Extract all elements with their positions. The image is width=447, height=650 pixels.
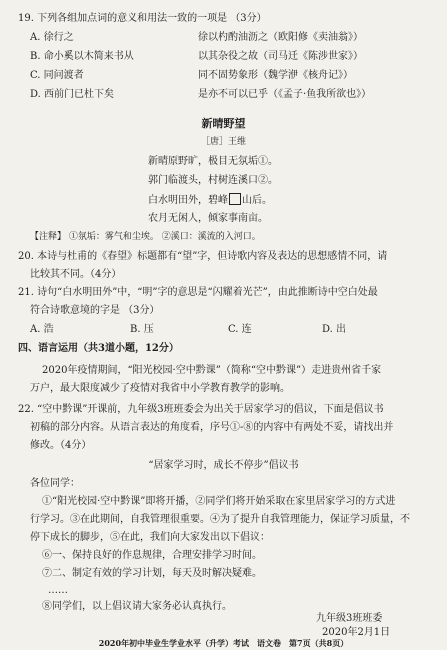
q19-option-b-right: 以其杂役之故（司马迁《陈涉世家》） bbox=[198, 51, 363, 62]
poem-line-2: 郭门临渡头，村树连溪口②。 bbox=[148, 175, 278, 186]
q19-option-a-right: 徐以杓酌油沥之（欧阳修《卖油翁》） bbox=[198, 32, 363, 43]
q20-line-1: 20. 本诗与杜甫的《春望》标题都有“望”字，但诗歌内容及表达的思想感情不同，请 bbox=[18, 251, 388, 262]
letter-item-7: ⑦二、制定有效的学习计划，每天及时解决疑难。 bbox=[42, 568, 262, 579]
letter-ellipsis: …… bbox=[48, 585, 68, 596]
letter-paragraph-line-2: 行学习。③在此期间，自我管理很重要。④为了提升自我管理能力，保证学习质量，不 bbox=[30, 514, 410, 525]
q19-stem: 19. 下列各组加点词的意义和用法一致的一项是 （3分） bbox=[18, 13, 267, 24]
q19-option-d-left: D. 西前门已杜下矣 bbox=[30, 89, 115, 100]
letter-signature: 九年级3班班委 bbox=[316, 613, 383, 624]
poem-line-3-before-blank: 白水明田外，碧峰 bbox=[148, 195, 228, 206]
context-paragraph-line-1: 2020年疫情期间，“阳光校园·空中黔课”（简称“空中黔课”）走进贵州省千家 bbox=[42, 365, 382, 376]
q19-option-b-left: B. 命小奚以木简来书从 bbox=[30, 51, 134, 62]
letter-item-8: ⑧同学们，以上倡议请大家务必认真执行。 bbox=[42, 601, 232, 612]
letter-greeting: 各位同学： bbox=[30, 478, 80, 489]
q22-line-1: 22. “空中黔课”开课前，九年级3班班委会为出关于居家学习的倡议，下面是倡议书 bbox=[18, 404, 384, 415]
q21-option-c: C. 连 bbox=[228, 324, 252, 335]
poem-author: ［唐］王维 bbox=[200, 137, 246, 147]
letter-title: “居家学习时，成长不停步”倡议书 bbox=[148, 460, 299, 471]
section-heading: 四、语言运用（共3道小题，12分） bbox=[18, 343, 179, 354]
poem-line-3-after-blank: 山后。 bbox=[242, 195, 272, 206]
poem-title: 新晴野望 bbox=[201, 117, 246, 130]
poem-line-1: 新晴原野旷，极目无氛垢①。 bbox=[148, 156, 278, 167]
q22-line-3: 修改。（4分） bbox=[30, 440, 92, 451]
q22-line-2: 初稿的部分内容。从语言表达的角度看，序号①-⑧的内容中有两处不妥，请找出并 bbox=[30, 422, 394, 433]
q19-option-c-left: C. 同问渡者 bbox=[30, 70, 84, 81]
letter-paragraph-line-1: ①“阳光校园·空中黔课”即将开播，②同学们将开始采取在家里居家学习的方式进 bbox=[42, 496, 396, 507]
q21-line-2: 符合诗歌意境的字是 （3分） bbox=[30, 305, 160, 316]
poem-annotation: 【注释】 ①氛垢：雾气和尘埃。 ②溪口：溪流的入河口。 bbox=[30, 232, 261, 242]
q19-option-d-right: 是亦不可以已乎（《孟子·鱼我所欲也》） bbox=[198, 89, 372, 100]
poem-line-3 bbox=[148, 193, 272, 207]
q20-line-2: 比较其不同。（4分） bbox=[30, 269, 122, 280]
q19-option-a-left: A. 徐行之 bbox=[30, 32, 74, 43]
q21-option-b: B. 压 bbox=[130, 324, 154, 335]
context-paragraph-line-2: 万户，最大限度减少了疫情对我省中小学教育教学的影响。 bbox=[30, 383, 290, 394]
letter-item-6: ⑥一、保持良好的作息规律，合理安排学习时间。 bbox=[42, 550, 262, 561]
q19-option-c-right: 同不固势象形（魏学洢《核舟记》） bbox=[198, 70, 353, 81]
poem-blank-box bbox=[229, 193, 241, 205]
poem-line-4: 农月无闲人，倾家事南亩。 bbox=[148, 213, 268, 224]
q21-option-a: A. 浩 bbox=[30, 324, 54, 335]
page-footer: 2020年初中毕业生学业水平（升学）考试 语文卷 第7页（共8页） bbox=[98, 638, 349, 648]
q21-option-d: D. 出 bbox=[322, 324, 347, 335]
q21-line-1: 21. 诗句“白水明田外”中，“明”字的意思是“闪耀着光芒”，由此推断诗中空白处最 bbox=[18, 287, 378, 298]
letter-paragraph-line-3: 停下成长的脚步，⑤在此，我们向大家发出以下倡议： bbox=[30, 532, 270, 543]
letter-date: 2020年2月1日 bbox=[322, 627, 391, 638]
